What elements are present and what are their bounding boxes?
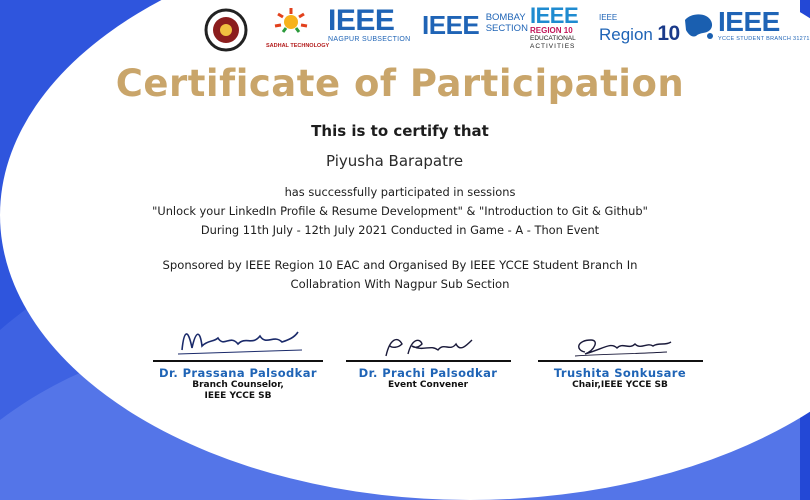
sponsor-line: Sponsored by IEEE Region 10 EAC and Organised By IEEE YCCE Student Branch In (162, 258, 638, 272)
ieee-wordmark: IEEE (530, 3, 579, 28)
signatory-role: Event Convener (387, 380, 469, 390)
sadhal-logo (266, 6, 330, 49)
ieee-small-text: IEEE (599, 13, 618, 22)
certificate-title: Certificate of Participation (115, 62, 685, 105)
ieee-bombay-logo (422, 12, 528, 38)
ieee-region10-logo (599, 14, 680, 46)
region-number: 10 (657, 22, 680, 45)
educational-text: EDUCATIONAL (530, 35, 576, 42)
world-map-icon (682, 10, 716, 47)
signatory-name: Dr. Prassana Palsodkar (159, 366, 317, 380)
ieee-ycce-logo (718, 8, 810, 42)
participation-line: has successfully participated in sessions (284, 185, 516, 199)
ieee-wordmark: IEEE (422, 10, 480, 40)
university-seal-icon (204, 8, 248, 57)
activities-text: ACTIVITIES (530, 42, 576, 50)
dates-line: During 11th July - 12th July 2021 Conducted in Game - A - Thon Event (200, 223, 600, 237)
sadhal-text: SADHAL TECHNOLOGY (266, 43, 330, 49)
region10-text: REGION 10 (530, 26, 573, 35)
ieee-nagpur-logo (328, 6, 411, 43)
signature-icon (368, 330, 488, 360)
bombay-text: BOMBAY (485, 12, 526, 23)
ycce-branch-text: YCCE STUDENT BRANCH 31271 (718, 36, 810, 42)
ieee-r10-eac-logo (530, 3, 579, 50)
signature-block-convener (338, 330, 518, 391)
section-text: SECTION (485, 23, 528, 34)
ieee-wordmark: IEEE (328, 4, 395, 37)
region-text: Region (599, 25, 653, 44)
signature-icon (168, 320, 308, 360)
logo-strip (204, 3, 810, 52)
collaboration-line: Collabration With Nagpur Sub Section (290, 277, 510, 291)
signature-block-counselor (148, 320, 328, 402)
signatory-name: Dr. Prachi Palsodkar (358, 366, 498, 380)
signatory-name: Trushita Sonkusare (553, 366, 687, 380)
signature-block-chair (530, 328, 710, 391)
sessions-line: "Unlock your LinkedIn Profile & Resume Development" & "Introduction to Git & Github" (152, 204, 648, 218)
ieee-wordmark: IEEE (718, 6, 780, 37)
sunburst-logo-icon (266, 6, 316, 40)
signatory-role: Branch Counselor, (192, 380, 284, 390)
certify-line: This is to certify that (311, 122, 489, 140)
recipient-name: Piyusha Barapatre (326, 152, 464, 170)
signature-icon (555, 328, 685, 360)
nagpur-subsection-text: NAGPUR SUBSECTION (328, 36, 411, 43)
signatory-affiliation: IEEE YCCE SB (204, 391, 272, 401)
signatory-role: Chair,IEEE YCCE SB (572, 380, 668, 390)
